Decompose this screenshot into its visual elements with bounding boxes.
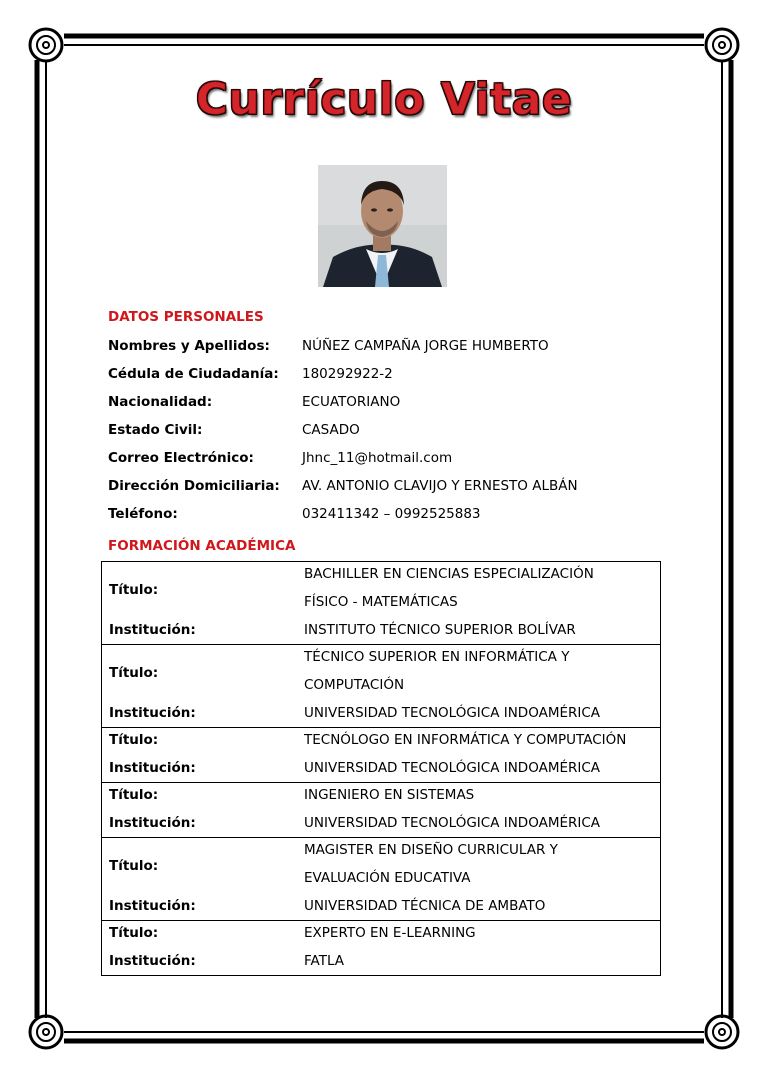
institution-value: UNIVERSIDAD TECNOLÓGICA INDOAMÉRICA [304,760,601,776]
education-entry [101,644,661,728]
institution-label: Institución: [109,760,196,776]
field-value: CASADO [302,422,360,438]
field-label: Estado Civil: [108,422,203,438]
title-label: Título: [109,787,159,803]
field-label: Cédula de Ciudadanía: [108,366,279,382]
field-value: ECUATORIANO [302,394,401,410]
field-value: AV. ANTONIO CLAVIJO Y ERNESTO ALBÁN [302,478,578,494]
institution-label: Institución: [109,898,196,914]
title-label: Título: [109,925,159,941]
title-value-line1: BACHILLER EN CIENCIAS ESPECIALIZACIÓN [304,566,594,582]
education-entry [101,727,661,783]
corner-ornament-bottom-left [30,1016,62,1048]
field-value: 032411342 – 0992525883 [302,506,481,522]
education-entry [101,837,661,921]
institution-value: UNIVERSIDAD TECNOLÓGICA INDOAMÉRICA [304,815,601,831]
corner-ornament-top-right [706,29,738,61]
title-value-line1: TÉCNICO SUPERIOR EN INFORMÁTICA Y [304,649,570,665]
title-container [0,74,768,125]
section-title-personal: DATOS PERSONALES [108,309,264,325]
education-entry [101,920,661,976]
institution-value: UNIVERSIDAD TÉCNICA DE AMBATO [304,898,546,914]
title-value-line1: MAGISTER EN DISEÑO CURRICULAR Y [304,842,558,858]
institution-value: FATLA [304,953,345,969]
field-label: Nacionalidad: [108,394,213,410]
profile-photo [318,165,447,287]
title-value-line2: COMPUTACIÓN [304,677,405,693]
field-value: NÚÑEZ CAMPAÑA JORGE HUMBERTO [302,338,549,354]
title-label: Título: [109,665,159,681]
title-label: Título: [109,582,159,598]
field-label: Correo Electrónico: [108,450,254,466]
field-value: Jhnc_11@hotmail.com [302,450,453,466]
institution-label: Institución: [109,705,196,721]
education-entry [101,561,661,645]
field-label: Dirección Domiciliaria: [108,478,280,494]
field-label: Nombres y Apellidos: [108,338,270,354]
field-label: Teléfono: [108,506,178,522]
title-value-line1: INGENIERO EN SISTEMAS [304,787,475,803]
section-title-education: FORMACIÓN ACADÉMICA [108,538,296,554]
title-label: Título: [109,858,159,874]
title-value-line1: EXPERTO EN E-LEARNING [304,925,476,941]
institution-label: Institución: [109,622,196,638]
institution-label: Institución: [109,815,196,831]
page-title: Currículo Vitae [195,74,573,125]
institution-value: UNIVERSIDAD TECNOLÓGICA INDOAMÉRICA [304,705,601,721]
title-label: Título: [109,732,159,748]
institution-value: INSTITUTO TÉCNICO SUPERIOR BOLÍVAR [304,622,576,638]
title-value-line2: EVALUACIÓN EDUCATIVA [304,870,471,886]
education-entry [101,782,661,838]
institution-label: Institución: [109,953,196,969]
corner-ornament-bottom-right [706,1016,738,1048]
corner-ornament-top-left [30,29,62,61]
title-value-line2: FÍSICO - MATEMÁTICAS [304,594,458,610]
field-value: 180292922-2 [302,366,393,382]
title-value-line1: TECNÓLOGO EN INFORMÁTICA Y COMPUTACIÓN [304,732,627,748]
